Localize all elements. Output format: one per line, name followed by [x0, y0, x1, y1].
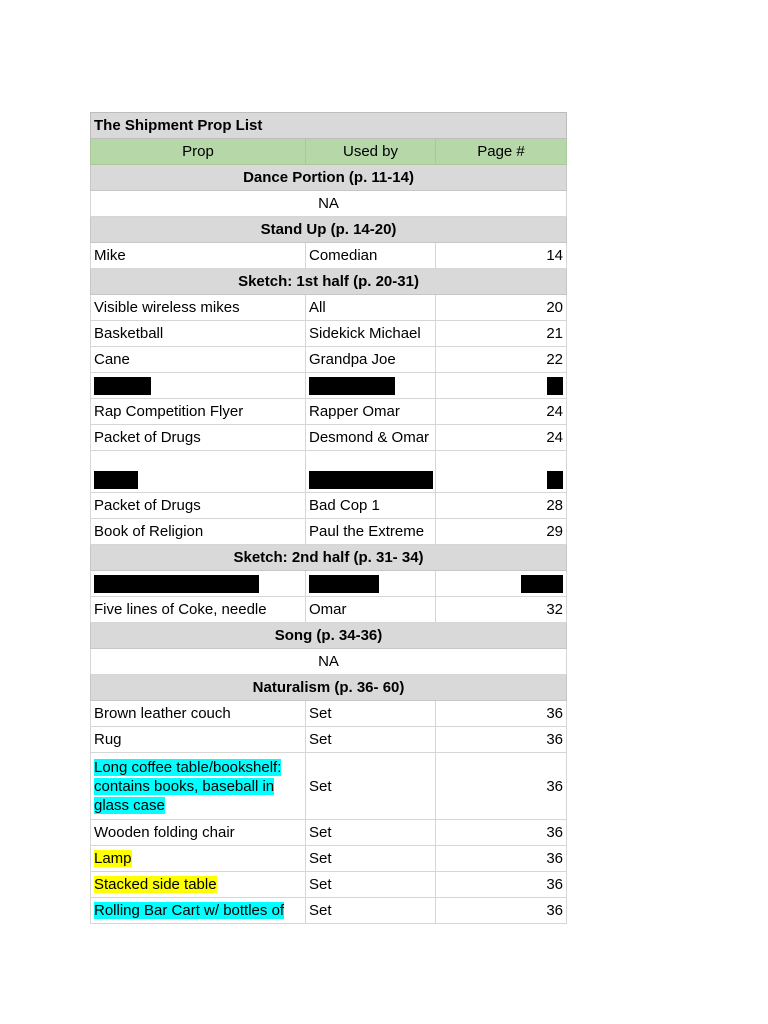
highlighted-text: Long coffee table/bookshelf: contains books, baseball in glass case — [94, 758, 282, 814]
section-label[interactable]: Dance Portion (p. 11-14) — [91, 165, 567, 191]
column-header-prop[interactable]: Prop — [91, 139, 306, 165]
prop-list-table — [90, 112, 567, 924]
used-by-cell[interactable]: Sidekick Michael — [306, 321, 436, 347]
table-row — [91, 846, 567, 872]
prop-cell[interactable]: Book of Religion — [91, 519, 306, 545]
table-row — [91, 347, 567, 373]
table-row — [91, 727, 567, 753]
redacted-page-cell[interactable] — [436, 571, 567, 597]
section-label[interactable]: Stand Up (p. 14-20) — [91, 217, 567, 243]
header-row — [91, 139, 567, 165]
redacted-page-cell[interactable] — [436, 373, 567, 399]
used-by-cell[interactable]: Paul the Extreme — [306, 519, 436, 545]
table-row — [91, 701, 567, 727]
na-cell[interactable]: NA — [91, 191, 567, 217]
table-row — [91, 872, 567, 898]
prop-cell[interactable]: Visible wireless mikes — [91, 295, 306, 321]
used-by-cell[interactable]: Set — [306, 753, 436, 820]
redaction-bar — [547, 471, 563, 489]
prop-cell[interactable] — [91, 846, 306, 872]
page-cell[interactable]: 28 — [436, 493, 567, 519]
prop-cell[interactable]: Packet of Drugs — [91, 493, 306, 519]
used-by-cell[interactable]: Desmond & Omar — [306, 425, 436, 451]
prop-cell[interactable]: Mike — [91, 243, 306, 269]
table-row — [91, 820, 567, 846]
used-by-cell[interactable]: Set — [306, 701, 436, 727]
used-by-cell[interactable]: Bad Cop 1 — [306, 493, 436, 519]
na-row — [91, 649, 567, 675]
prop-cell[interactable]: Packet of Drugs — [91, 425, 306, 451]
prop-cell[interactable]: Rug — [91, 727, 306, 753]
redaction-bar — [521, 575, 563, 593]
redaction-bar — [309, 471, 433, 489]
table-row — [91, 321, 567, 347]
page-cell[interactable]: 21 — [436, 321, 567, 347]
highlighted-text: Stacked side table — [94, 876, 217, 893]
section-row — [91, 623, 567, 649]
page-cell[interactable]: 20 — [436, 295, 567, 321]
redacted-prop-cell[interactable] — [91, 373, 306, 399]
prop-cell[interactable] — [91, 753, 306, 820]
table-row — [91, 519, 567, 545]
used-by-cell[interactable]: Set — [306, 727, 436, 753]
table-row — [91, 425, 567, 451]
table-row — [91, 753, 567, 820]
redacted-prop-cell[interactable] — [91, 451, 306, 493]
prop-cell[interactable] — [91, 898, 306, 924]
prop-cell[interactable]: Cane — [91, 347, 306, 373]
highlighted-text: Rolling Bar Cart w/ bottles of — [94, 902, 285, 919]
page-cell[interactable]: 36 — [436, 872, 567, 898]
section-label[interactable]: Naturalism (p. 36- 60) — [91, 675, 567, 701]
column-header-page[interactable]: Page # — [436, 139, 567, 165]
table-row — [91, 597, 567, 623]
section-row — [91, 165, 567, 191]
section-row — [91, 545, 567, 571]
used-by-cell[interactable]: All — [306, 295, 436, 321]
prop-cell[interactable]: Brown leather couch — [91, 701, 306, 727]
used-by-cell[interactable]: Set — [306, 846, 436, 872]
page-cell[interactable]: 14 — [436, 243, 567, 269]
title-row — [91, 113, 567, 139]
table-row — [91, 898, 567, 924]
used-by-cell[interactable]: Set — [306, 872, 436, 898]
redacted-row — [91, 571, 567, 597]
section-row — [91, 675, 567, 701]
redaction-bar — [94, 575, 259, 593]
column-header-used-by[interactable]: Used by — [306, 139, 436, 165]
redacted-row — [91, 451, 567, 493]
page-cell[interactable]: 36 — [436, 701, 567, 727]
page-cell[interactable]: 32 — [436, 597, 567, 623]
used-by-cell[interactable]: Grandpa Joe — [306, 347, 436, 373]
section-label[interactable]: Sketch: 1st half (p. 20-31) — [91, 269, 567, 295]
page-cell[interactable]: 36 — [436, 727, 567, 753]
page-cell[interactable]: 36 — [436, 898, 567, 924]
section-label[interactable]: Song (p. 34-36) — [91, 623, 567, 649]
redacted-prop-cell[interactable] — [91, 571, 306, 597]
used-by-cell[interactable]: Set — [306, 820, 436, 846]
prop-cell[interactable]: Basketball — [91, 321, 306, 347]
used-by-cell[interactable]: Set — [306, 898, 436, 924]
page-cell[interactable]: 24 — [436, 425, 567, 451]
redaction-bar — [547, 377, 563, 395]
section-label[interactable]: Sketch: 2nd half (p. 31- 34) — [91, 545, 567, 571]
section-row — [91, 217, 567, 243]
na-cell[interactable]: NA — [91, 649, 567, 675]
table-row — [91, 295, 567, 321]
page-cell[interactable]: 36 — [436, 846, 567, 872]
page-cell[interactable]: 36 — [436, 753, 567, 820]
page-cell[interactable]: 36 — [436, 820, 567, 846]
redaction-bar — [94, 471, 138, 489]
page-cell[interactable]: 24 — [436, 399, 567, 425]
redacted-row — [91, 373, 567, 399]
section-row — [91, 269, 567, 295]
prop-cell[interactable]: Five lines of Coke, needle — [91, 597, 306, 623]
used-by-cell[interactable]: Rapper Omar — [306, 399, 436, 425]
table-row — [91, 493, 567, 519]
page-cell[interactable]: 22 — [436, 347, 567, 373]
prop-cell[interactable] — [91, 872, 306, 898]
prop-cell[interactable]: Wooden folding chair — [91, 820, 306, 846]
redacted-used-by-cell[interactable] — [306, 373, 436, 399]
redacted-page-cell[interactable] — [436, 451, 567, 493]
used-by-cell[interactable]: Omar — [306, 597, 436, 623]
highlighted-text: Lamp — [94, 850, 132, 867]
redaction-bar — [94, 377, 151, 395]
redacted-used-by-cell[interactable] — [306, 571, 436, 597]
used-by-cell[interactable]: Comedian — [306, 243, 436, 269]
sheet-title[interactable]: The Shipment Prop List — [91, 113, 567, 139]
redacted-used-by-cell[interactable] — [306, 451, 436, 493]
redaction-bar — [309, 575, 379, 593]
prop-cell[interactable]: Rap Competition Flyer — [91, 399, 306, 425]
na-row — [91, 191, 567, 217]
page-cell[interactable]: 29 — [436, 519, 567, 545]
table-row — [91, 243, 567, 269]
redaction-bar — [309, 377, 395, 395]
table-row — [91, 399, 567, 425]
